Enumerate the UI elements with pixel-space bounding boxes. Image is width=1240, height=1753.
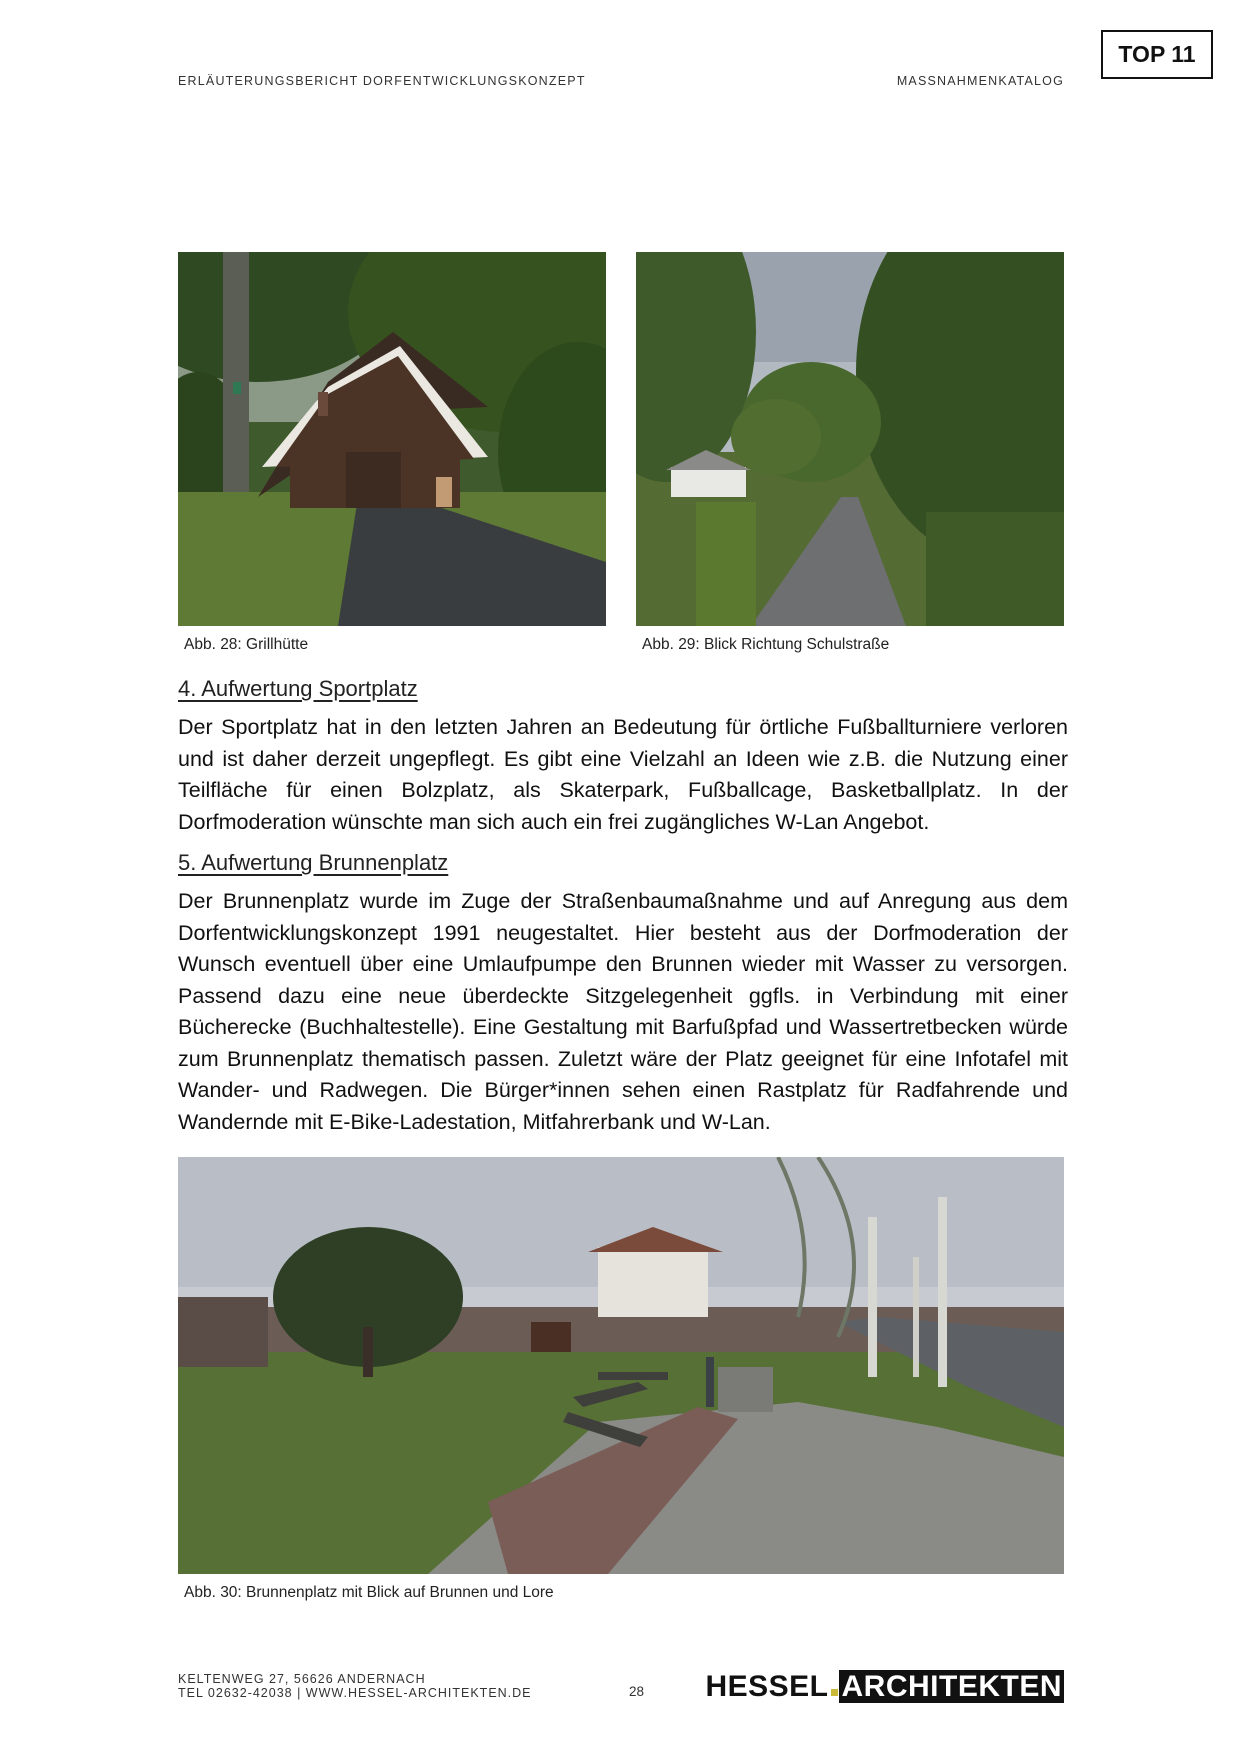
logo-dot bbox=[831, 1689, 838, 1696]
company-logo bbox=[705, 1670, 1064, 1704]
header-right-title: MASSNAHMENKATALOG bbox=[896, 74, 1064, 88]
header-left-title: ERLÄUTERUNGSBERICHT DORFENTWICKLUNGSKONZEPT bbox=[178, 74, 586, 88]
paragraph-brunnenplatz: Der Brunnenplatz wurde im Zuge der Straßenbaumaßnahme und auf Anregung aus dem Dorfentwicklungskonzept 1991 neugestaltet. Hier besteht aus der Dorfmoderation der Wunsch eventuell über eine Umlaufpumpe den Brunnen wieder mit Wasser zu versorgen. Passend dazu eine neue überdeckte Sitzgelegenheit ggfls. in Verbindung mit einer Bücherecke (Buchhaltestelle). Eine Gestaltung mit Barfußpfad und Wassertretbecken würde zum Brunnenplatz thematisch passen. Zuletzt wäre der Platz geeignet für eine Infotafel mit Wander- und Radwegen. Die Bürger*innen sehen einen Rastplatz für Radfahrende und Wandernde mit E-Bike-Ladestation, Mitfahrerbank und W-Lan. bbox=[178, 889, 1068, 1134]
page-number: 28 bbox=[629, 1684, 645, 1699]
footer-address-line1: KELTENWEG 27, 56626 ANDERNACH bbox=[178, 1672, 426, 1686]
logo-text-architekten: ARCHITEKTEN bbox=[839, 1670, 1065, 1703]
top-badge: TOP 11 bbox=[1101, 30, 1213, 79]
photo-brunnenplatz bbox=[178, 1157, 1064, 1574]
caption-fig28: Abb. 28: Grillhütte bbox=[184, 636, 309, 653]
caption-fig30: Abb. 30: Brunnenplatz mit Blick auf Brunnen und Lore bbox=[184, 1584, 554, 1601]
photo-schulstrasse bbox=[636, 252, 1064, 626]
logo-text-hessel: HESSEL bbox=[705, 1670, 829, 1703]
heading-aufwertung-brunnenplatz: 5. Aufwertung Brunnenplatz bbox=[178, 850, 449, 875]
paragraph-sportplatz: Der Sportplatz hat in den letzten Jahren an Bedeutung für örtliche Fußballturniere verloren und ist daher derzeit ungepflegt. Es gibt eine Vielzahl an Ideen wie z.B. die Nutzung einer Teilfläche für einen Bolzplatz, als Skaterpark, Fußballcage, Basketballplatz. In der Dorfmoderation wünschte man sich auch ein frei zugängliches W-Lan Angebot. bbox=[178, 715, 1068, 834]
photo-grillhuette bbox=[178, 252, 606, 626]
footer-address bbox=[178, 1672, 532, 1700]
footer-address-line2: TEL 02632-42038 | WWW.HESSEL-ARCHITEKTEN.DE bbox=[178, 1686, 532, 1700]
caption-fig29: Abb. 29: Blick Richtung Schulstraße bbox=[642, 636, 890, 653]
heading-aufwertung-sportplatz: 4. Aufwertung Sportplatz bbox=[178, 676, 418, 701]
